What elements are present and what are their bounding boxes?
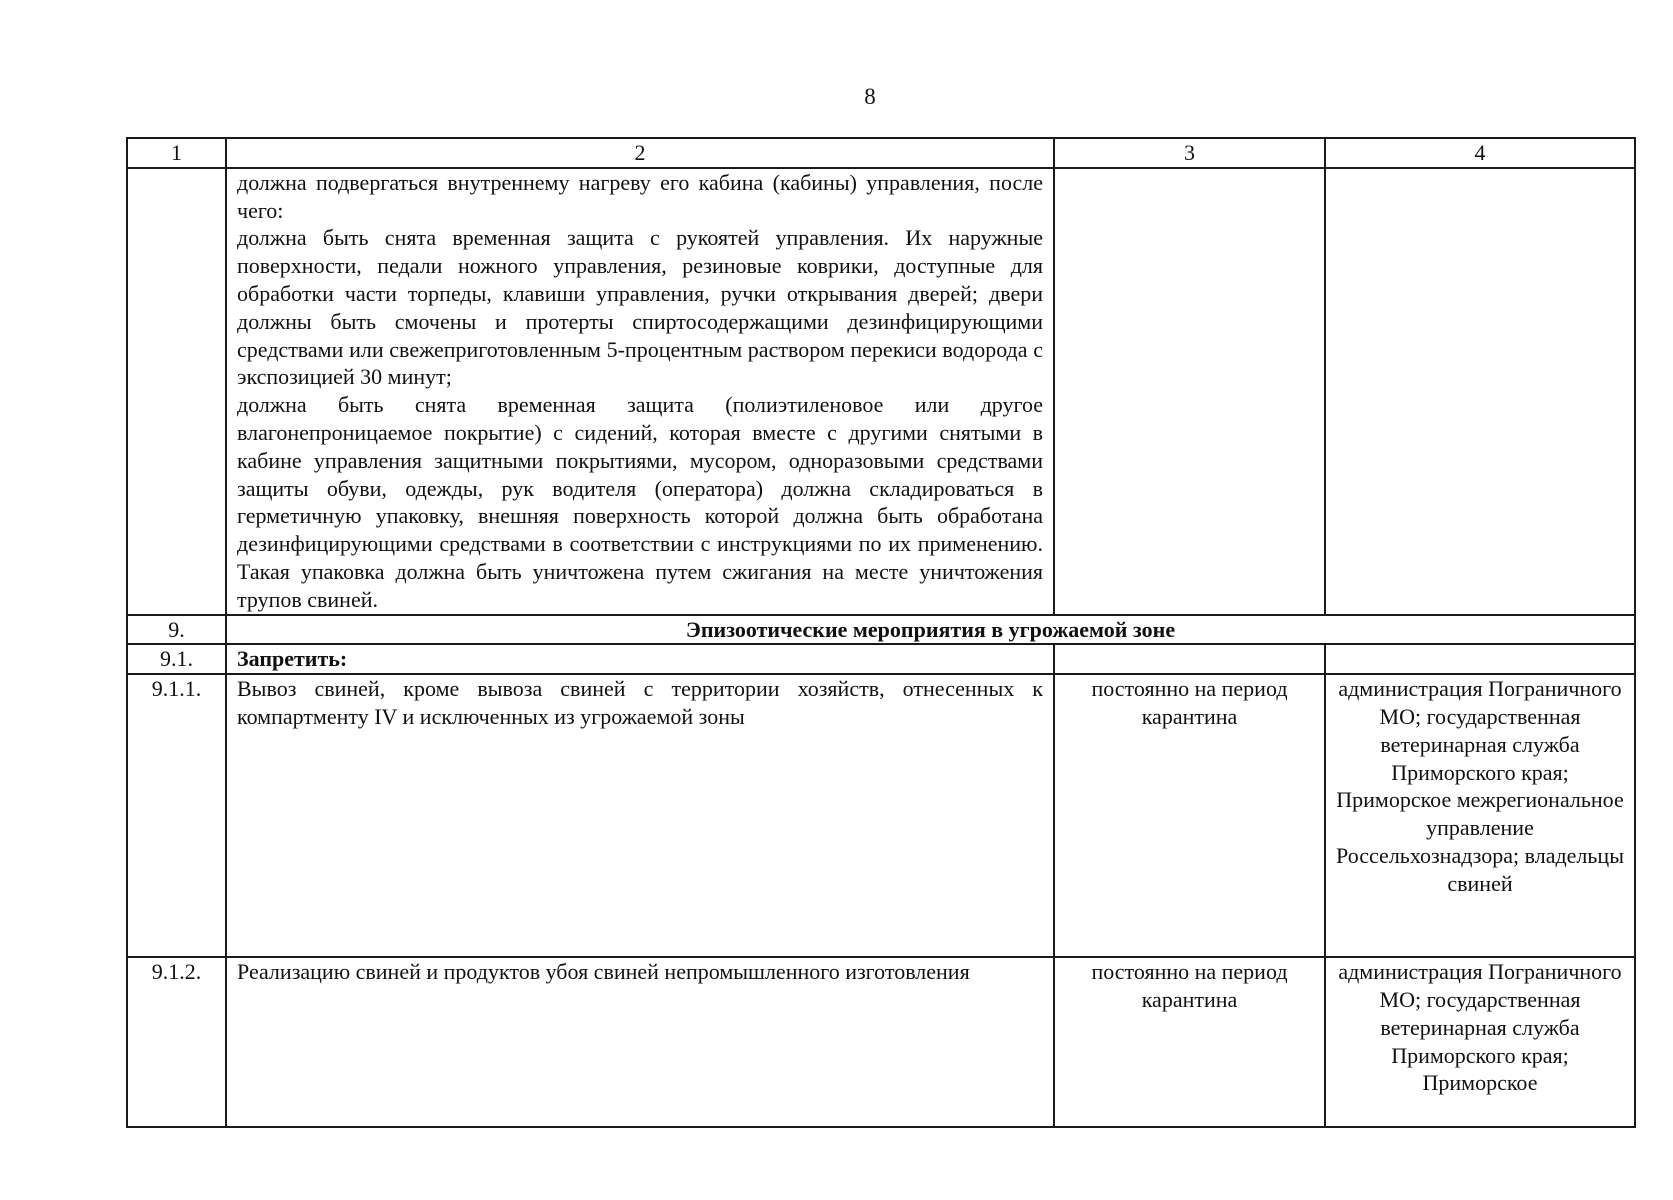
table-row bbox=[127, 957, 1635, 1127]
row-number bbox=[127, 168, 226, 615]
header-col-1: 1 bbox=[127, 138, 226, 168]
paragraph: должна быть снята временная защита (полиэтиленовое или другое влагонепроницаемое покрытие) с сидений, которая вместе с другими снятыми в кабине управления защитными покрытиями, мусором, одноразовыми средствами защиты обуви, одежды, рук водителя (оператора) должна складироваться в герметичную упаковку, внешняя поверхность которой должна быть обработана дезинфицирующими средствами в соответствии с инструкциями по их применению. Такая упаковка должна быть уничтожена путем сжигания на месте уничтожения трупов свиней. bbox=[237, 392, 1043, 612]
header-col-2: 2 bbox=[226, 138, 1054, 168]
section-number: 9. bbox=[127, 615, 226, 645]
responsible-cell: администрация Пограничного МО; государственная ветеринарная служба Приморского края; Приморское межрегиональное управление Россельхознадзора; владельцы свиней bbox=[1325, 674, 1635, 957]
row-number: 9.1.2. bbox=[127, 957, 226, 1127]
header-col-3: 3 bbox=[1054, 138, 1325, 168]
term-cell: постоянно на период карантина bbox=[1054, 674, 1325, 957]
paragraph: должна быть снята временная защита с рукоятей управления. Их наружные поверхности, педали ножного управления, резиновые коврики, доступные для обработки части торпеды, клавиши управления, ручки открывания дверей; двери должны быть смочены и протерты спиртосодержащими дезинфицирующими средствами или свежеприготовленным 5-процентным раствором перекиси водорода с экспозицией 30 минут; bbox=[237, 225, 1043, 390]
measure-text bbox=[226, 168, 1054, 615]
section-row bbox=[127, 615, 1635, 645]
responsible-cell bbox=[1325, 644, 1635, 674]
subsection-title: Запретить: bbox=[226, 644, 1054, 674]
continuation-row bbox=[127, 168, 1635, 615]
header-col-4: 4 bbox=[1325, 138, 1635, 168]
subsection-row bbox=[127, 644, 1635, 674]
term-cell: постоянно на период карантина bbox=[1054, 957, 1325, 1127]
measure-text bbox=[226, 674, 1054, 957]
measures-table bbox=[126, 137, 1636, 1128]
row-number: 9.1.1. bbox=[127, 674, 226, 957]
subsection-number: 9.1. bbox=[127, 644, 226, 674]
table-row bbox=[127, 674, 1635, 957]
page-number: 8 bbox=[864, 84, 876, 109]
responsible-cell bbox=[1325, 168, 1635, 615]
paragraph: должна подвергаться внутреннему нагреву его кабина (кабины) управления, после чего: bbox=[237, 169, 1043, 223]
paragraph: Вывоз свиней, кроме вывоза свиней с территории хозяйств, отнесенных к компартменту IV и исключенных из угрожаемой зоны bbox=[237, 676, 1043, 729]
paragraph: Реализацию свиней и продуктов убоя свиней непромышленного изготовления bbox=[237, 959, 970, 985]
responsible-cell: администрация Пограничного МО; государственная ветеринарная служба Приморского края; Приморское bbox=[1325, 957, 1635, 1127]
term-cell bbox=[1054, 644, 1325, 674]
table-header-row bbox=[127, 138, 1635, 168]
section-title: Эпизоотические мероприятия в угрожаемой зоне bbox=[226, 615, 1635, 645]
measure-text bbox=[226, 957, 1054, 1127]
term-cell bbox=[1054, 168, 1325, 615]
